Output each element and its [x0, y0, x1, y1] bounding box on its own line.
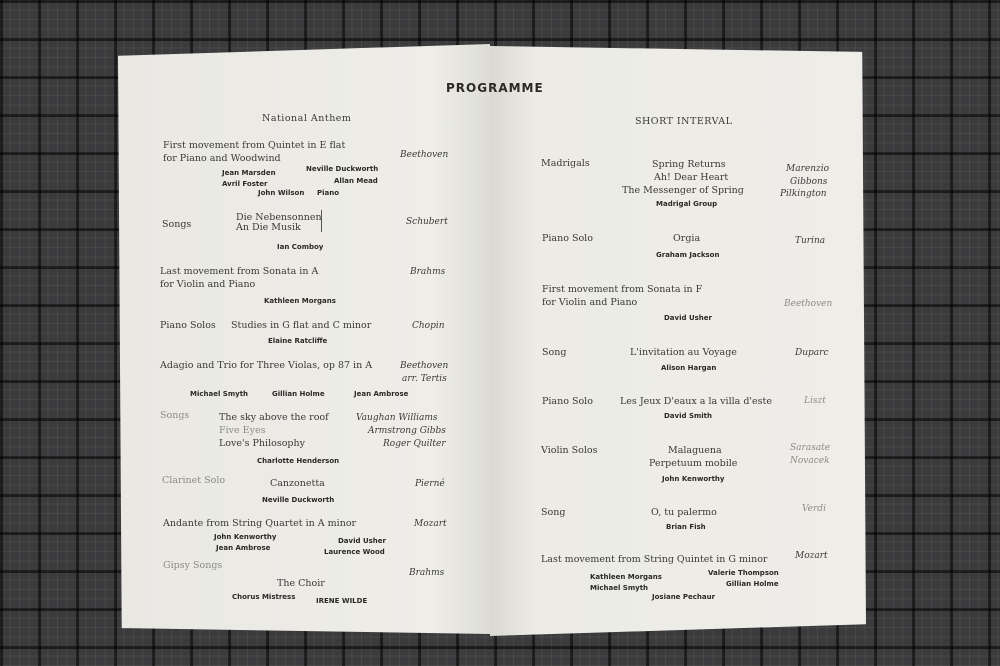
national-anthem: National Anthem [262, 113, 352, 124]
r8-composer: Mozart [795, 551, 828, 561]
r1-composer1: Marenzio [786, 164, 830, 174]
bracket [318, 210, 322, 232]
performer: Jean Ambrose [354, 390, 409, 398]
r5-work: Les Jeux D'eaux a la villa d'este [620, 396, 772, 407]
performer: Gillian Holme [272, 390, 325, 398]
r7-work: O, tu palermo [651, 507, 717, 518]
item6-composer2: Armstrong Gibbs [368, 426, 446, 436]
r4-label: Song [542, 347, 567, 358]
r1-composer3: Pilkington [780, 189, 827, 199]
short-interval: SHORT INTERVAL [635, 116, 733, 127]
item7-work: Canzonetta [270, 478, 325, 489]
item5-composer: Beethoven [400, 361, 449, 371]
performer: Graham Jackson [656, 251, 720, 259]
item3-title-2: for Violin and Piano [160, 279, 256, 290]
performer: Elaine Ratcliffe [268, 337, 328, 345]
item1-title-2: for Piano and Woodwind [163, 153, 281, 164]
performer: John Wilson [258, 189, 305, 197]
item8-composer: Mozart [414, 519, 447, 529]
item1-composer: Beethoven [400, 150, 449, 160]
r1-work2: Ah! Dear Heart [654, 172, 729, 183]
r4-composer: Duparc [795, 348, 829, 358]
performer: David Smith [664, 412, 713, 420]
r2-work: Orgia [673, 233, 701, 244]
r6-composer2: Novacek [790, 456, 830, 466]
item9-composer: Brahms [409, 568, 445, 578]
item5-arranger: arr. Tertis [402, 374, 447, 384]
performer: Jean Ambrose [216, 544, 271, 552]
performer: IRENE WILDE [316, 597, 368, 605]
r1-work1: Spring Returns [652, 159, 726, 170]
item6-composer1: Vaughan Williams [356, 413, 438, 423]
r6-composer1: Sarasate [790, 443, 831, 453]
performer: David Usher [664, 314, 712, 322]
r6-work2: Perpetuum mobile [649, 458, 738, 469]
performer: Valerie Thompson [708, 569, 779, 577]
performer: Ian Comboy [277, 243, 324, 251]
performer: Laurence Wood [324, 548, 385, 556]
item6-work1: The sky above the roof [219, 412, 329, 423]
r8-title: Last movement from String Quintet in G minor [541, 554, 768, 565]
item7-label: Clarinet Solo [162, 475, 226, 486]
item3-composer: Brahms [410, 267, 446, 277]
item4-label: Piano Solos [160, 320, 216, 331]
r6-work1: Malaguena [668, 445, 722, 456]
r3-title: First movement from Sonata in F [542, 284, 703, 295]
performer: Neville Duckworth [306, 165, 379, 173]
performer: Michael Smyth [190, 390, 249, 398]
item1-title: First movement from Quintet in E flat [163, 140, 346, 151]
item5-title: Adagio and Trio for Three Violas, op 87 in A [160, 360, 373, 371]
item4-composer: Chopin [412, 321, 445, 331]
performer: John Kenworthy [662, 475, 725, 483]
performer: Jean Marsden [222, 169, 276, 177]
performer: Brian Fish [666, 523, 706, 531]
item6-label: Songs [160, 410, 190, 421]
performer: Josiane Pechaur [652, 593, 716, 601]
r5-label: Piano Solo [542, 396, 593, 407]
performer: Madrigal Group [656, 200, 718, 208]
item2-work2: An Die Musik [236, 222, 301, 233]
r7-composer: Verdi [802, 504, 826, 514]
performer: Gillian Holme [726, 580, 779, 588]
item6-work3: Love's Philosophy [219, 438, 305, 449]
performer: Allan Mead [334, 177, 378, 185]
performer: David Usher [338, 537, 386, 545]
r7-label: Song [541, 507, 566, 518]
performer: Piano [317, 189, 340, 197]
item6-composer3: Roger Quilter [383, 439, 446, 449]
r3-composer: Beethoven [784, 299, 833, 309]
r3-title-2: for Violin and Piano [542, 297, 638, 308]
item8-title: Andante from String Quartet in A minor [163, 518, 357, 529]
r1-label: Madrigals [541, 158, 590, 169]
item9-work: The Choir [277, 578, 325, 589]
item2-label: Songs [162, 219, 192, 230]
r4-work: L'invitation au Voyage [630, 347, 737, 358]
r1-work3: The Messenger of Spring [622, 185, 744, 196]
performer: Chorus Mistress [232, 593, 296, 601]
programme-title: PROGRAMME [446, 81, 544, 95]
performer: Michael Smyth [590, 584, 649, 592]
performer: Alison Hargan [661, 364, 717, 372]
r2-label: Piano Solo [542, 233, 593, 244]
performer: Avril Foster [222, 180, 268, 188]
right-page [490, 46, 866, 636]
item9-label: Gipsy Songs [163, 560, 223, 571]
performer: John Kenworthy [214, 533, 277, 541]
item4-work: Studies in G flat and C minor [231, 320, 372, 331]
item6-work2: Five Eyes [219, 425, 266, 436]
performer: Kathleen Morgans [590, 573, 662, 581]
item3-title: Last movement from Sonata in A [160, 266, 319, 277]
performer: Charlotte Henderson [257, 457, 340, 465]
r5-composer: Liszt [804, 396, 826, 406]
item7-composer: Pierné [415, 479, 445, 489]
r1-composer2: Gibbons [790, 177, 828, 187]
r2-composer: Turina [795, 236, 826, 246]
item2-composer: Schubert [406, 217, 448, 227]
performer: Kathleen Morgans [264, 297, 336, 305]
performer: Neville Duckworth [262, 496, 335, 504]
item2-work1: Die Nebensonnen [236, 212, 322, 223]
r6-label: Violin Solos [541, 445, 598, 456]
